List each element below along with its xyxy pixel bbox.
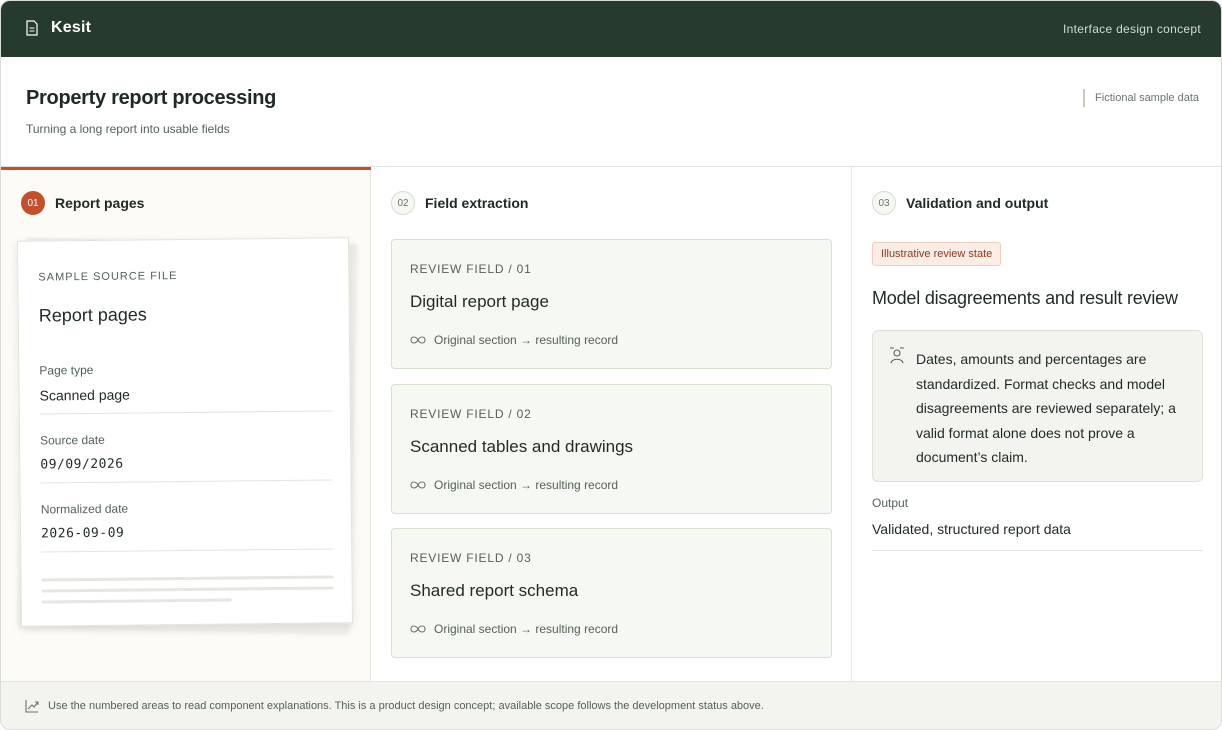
link-icon — [410, 480, 426, 490]
validation-title: Model disagreements and result review — [872, 288, 1178, 308]
person-review-icon — [888, 347, 906, 365]
review-card[interactable] — [391, 528, 832, 658]
step-label: Validation and output — [906, 195, 1049, 211]
validation-info-text: Dates, amounts and percentages are standardized. Format checks and model disagreements are reviewed separately; a valid format alone does not prove a document’s claim. — [916, 351, 1176, 465]
review-card-meta — [410, 333, 618, 347]
review-card-meta — [410, 478, 618, 492]
output-value: Validated, structured report data — [872, 521, 1203, 551]
placeholder-line — [42, 599, 232, 604]
step-02[interactable] — [391, 191, 528, 215]
field-page-type — [39, 360, 332, 414]
page-subtitle: Turning a long report into usable fields — [26, 122, 230, 136]
active-indicator — [1, 167, 371, 170]
review-card-kicker: REVIEW FIELD / 01 — [410, 262, 532, 276]
sample-data-note: Fictional sample data — [1083, 89, 1199, 107]
concept-label: Interface design concept — [1063, 22, 1201, 36]
field-value: Scanned page — [39, 386, 131, 404]
link-icon — [410, 335, 426, 345]
sample-source-file — [17, 237, 353, 626]
column-field-extraction — [371, 167, 852, 681]
link-icon — [410, 624, 426, 634]
field-label: Normalized date — [40, 501, 129, 517]
step-01[interactable] — [21, 191, 144, 215]
validation-info-box — [872, 330, 1203, 482]
output-label: Output — [872, 496, 909, 510]
footer-text: Use the numbered areas to read component explanations. This is a product design concept; available scope follows the development status above. — [48, 700, 764, 712]
paper-title: Report pages — [38, 304, 147, 326]
trend-icon — [25, 699, 39, 713]
review-card[interactable] — [391, 239, 832, 369]
review-card-meta-text: Original section → resulting record — [434, 333, 619, 347]
review-card-meta-text: Original section → resulting record — [434, 478, 619, 492]
review-card-meta-text: Original section → resulting record — [434, 622, 619, 636]
field-value: 09/09/2026 — [40, 456, 124, 473]
field-label: Page type — [39, 362, 94, 378]
step-number: 02 — [391, 191, 415, 215]
field-value: 2026-09-09 — [40, 525, 125, 542]
brand[interactable] — [25, 19, 91, 37]
field-normalized-date — [41, 499, 334, 552]
review-card-kicker: REVIEW FIELD / 02 — [410, 407, 532, 421]
placeholder-line — [42, 575, 334, 581]
field-label: Source date — [40, 432, 105, 448]
review-card-meta — [410, 622, 618, 636]
field-source-date — [40, 430, 333, 483]
page-header — [1, 57, 1222, 167]
placeholder-line — [42, 586, 334, 592]
review-card-kicker: REVIEW FIELD / 03 — [410, 551, 532, 565]
review-card-title: Shared report schema — [410, 581, 579, 600]
brand-name: Kesit — [51, 19, 92, 36]
step-number: 03 — [872, 191, 896, 215]
column-validation-output — [852, 167, 1222, 681]
step-number: 01 — [21, 191, 45, 215]
top-bar — [1, 1, 1222, 57]
page-title: Property report processing — [26, 87, 277, 109]
step-03[interactable] — [872, 191, 1048, 215]
step-label: Report pages — [55, 195, 145, 211]
paper-kicker: SAMPLE SOURCE FILE — [38, 270, 178, 284]
review-card[interactable] — [391, 384, 832, 514]
review-state-badge: Illustrative review state — [872, 242, 1001, 266]
footer — [1, 681, 1222, 730]
column-report-pages — [1, 167, 371, 681]
review-card-title: Digital report page — [410, 292, 549, 311]
step-label: Field extraction — [425, 195, 529, 211]
review-card-title: Scanned tables and drawings — [410, 437, 634, 456]
document-icon — [25, 20, 39, 36]
